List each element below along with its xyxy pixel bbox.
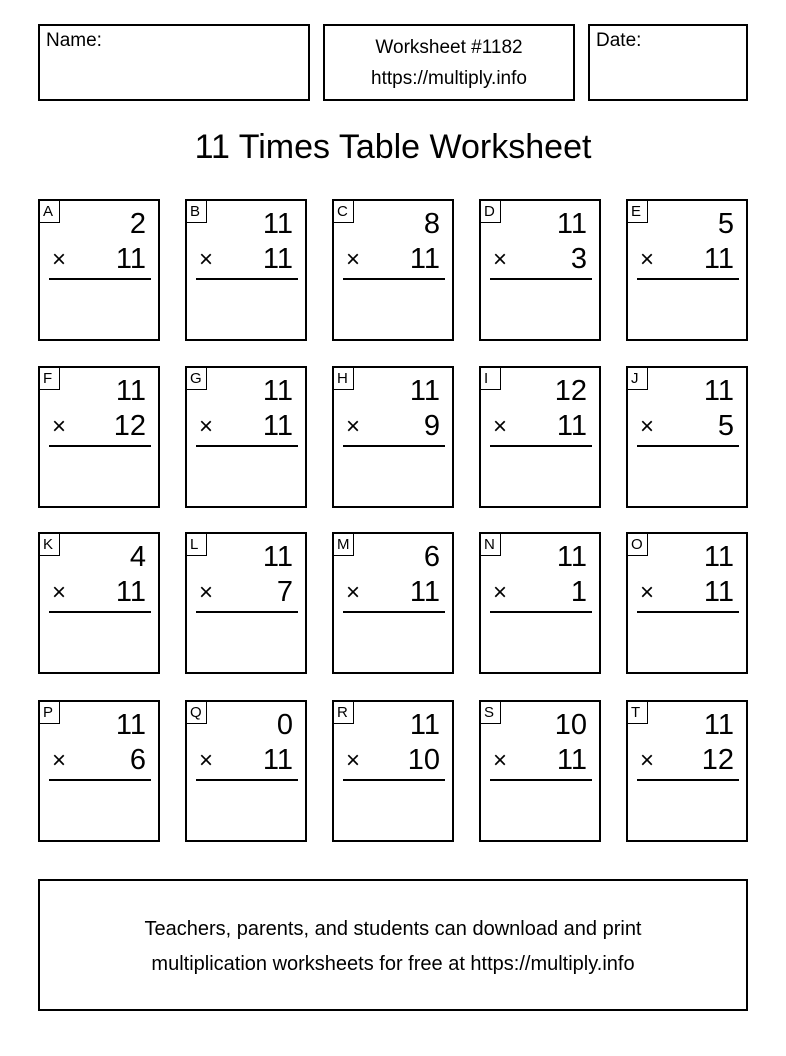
times-sign: × bbox=[199, 246, 214, 273]
times-sign: × bbox=[493, 246, 508, 273]
multiplier: 11 bbox=[262, 744, 293, 776]
answer-rule bbox=[343, 611, 445, 613]
answer-rule bbox=[343, 445, 445, 447]
answer-rule bbox=[196, 611, 298, 613]
multiplier: 9 bbox=[423, 410, 440, 442]
multiplier: 10 bbox=[407, 744, 440, 776]
answer-rule bbox=[196, 779, 298, 781]
problem-card[interactable] bbox=[626, 700, 748, 842]
answer-rule bbox=[196, 445, 298, 447]
problem-card[interactable] bbox=[38, 700, 160, 842]
problem-letter: D bbox=[481, 201, 501, 223]
problem-card[interactable] bbox=[38, 532, 160, 674]
times-sign: × bbox=[346, 747, 361, 774]
problem-card[interactable] bbox=[479, 366, 601, 508]
problem-letter: B bbox=[187, 201, 207, 223]
worksheet-number: Worksheet #1182 bbox=[375, 37, 523, 58]
multiplicand: 11 bbox=[262, 208, 293, 240]
problem-letter: H bbox=[334, 368, 354, 390]
answer-rule bbox=[637, 779, 739, 781]
times-sign: × bbox=[199, 747, 214, 774]
multiplicand: 11 bbox=[115, 709, 146, 741]
multiplier: 12 bbox=[701, 744, 734, 776]
problem-card[interactable] bbox=[479, 700, 601, 842]
answer-rule bbox=[49, 445, 151, 447]
worksheet-url[interactable]: https://multiply.info bbox=[371, 68, 527, 89]
problem-letter: L bbox=[187, 534, 207, 556]
multiplicand: 11 bbox=[703, 709, 734, 741]
multiplicand: 8 bbox=[423, 208, 440, 240]
problem-letter: M bbox=[334, 534, 354, 556]
times-sign: × bbox=[640, 246, 655, 273]
problem-letter: I bbox=[481, 368, 501, 390]
times-sign: × bbox=[346, 246, 361, 273]
footer-text bbox=[40, 912, 746, 982]
answer-rule bbox=[49, 278, 151, 280]
multiplier: 11 bbox=[409, 243, 440, 275]
footer-line-2: multiplication worksheets for free at https://multiply.info bbox=[151, 953, 635, 975]
answer-rule bbox=[49, 779, 151, 781]
multiplier: 11 bbox=[262, 410, 293, 442]
multiplier: 5 bbox=[717, 410, 734, 442]
multiplicand: 0 bbox=[276, 709, 293, 741]
problem-letter: T bbox=[628, 702, 648, 724]
answer-rule bbox=[637, 611, 739, 613]
problem-card[interactable] bbox=[626, 199, 748, 341]
answer-rule bbox=[49, 611, 151, 613]
times-sign: × bbox=[52, 747, 67, 774]
multiplicand: 11 bbox=[703, 375, 734, 407]
multiplier: 11 bbox=[556, 744, 587, 776]
problem-card[interactable] bbox=[38, 199, 160, 341]
multiplier: 11 bbox=[115, 576, 146, 608]
problem-card[interactable] bbox=[38, 366, 160, 508]
times-sign: × bbox=[346, 579, 361, 606]
multiplicand: 5 bbox=[717, 208, 734, 240]
multiplicand: 11 bbox=[115, 375, 146, 407]
problem-card[interactable] bbox=[626, 532, 748, 674]
times-sign: × bbox=[640, 413, 655, 440]
problem-card[interactable] bbox=[332, 199, 454, 341]
problem-card[interactable] bbox=[185, 700, 307, 842]
answer-rule bbox=[637, 278, 739, 280]
multiplicand: 10 bbox=[554, 709, 587, 741]
problem-letter: F bbox=[40, 368, 60, 390]
problem-card[interactable] bbox=[479, 532, 601, 674]
multiplier: 3 bbox=[570, 243, 587, 275]
multiplicand: 11 bbox=[409, 375, 440, 407]
times-sign: × bbox=[493, 579, 508, 606]
times-sign: × bbox=[52, 579, 67, 606]
multiplier: 1 bbox=[570, 576, 587, 608]
problem-letter: E bbox=[628, 201, 648, 223]
answer-rule bbox=[637, 445, 739, 447]
problem-letter: R bbox=[334, 702, 354, 724]
footer-line-1: Teachers, parents, and students can download and print bbox=[144, 918, 642, 940]
problem-card[interactable] bbox=[626, 366, 748, 508]
multiplier: 11 bbox=[409, 576, 440, 608]
multiplier: 11 bbox=[115, 243, 146, 275]
problem-letter: J bbox=[628, 368, 648, 390]
footer-box bbox=[38, 879, 748, 1011]
multiplicand: 11 bbox=[556, 541, 587, 573]
times-sign: × bbox=[640, 747, 655, 774]
name-label: Name: bbox=[46, 30, 102, 51]
page-title: 11 Times Table Worksheet bbox=[194, 128, 592, 166]
problem-letter: O bbox=[628, 534, 648, 556]
problem-card[interactable] bbox=[185, 532, 307, 674]
answer-rule bbox=[490, 278, 592, 280]
multiplicand: 11 bbox=[262, 541, 293, 573]
answer-rule bbox=[490, 611, 592, 613]
multiplicand: 4 bbox=[129, 541, 146, 573]
problem-letter: C bbox=[334, 201, 354, 223]
problem-card[interactable] bbox=[332, 700, 454, 842]
problem-letter: A bbox=[40, 201, 60, 223]
answer-rule bbox=[343, 278, 445, 280]
multiplier: 11 bbox=[556, 410, 587, 442]
times-sign: × bbox=[493, 413, 508, 440]
multiplier: 11 bbox=[703, 576, 734, 608]
times-sign: × bbox=[199, 413, 214, 440]
times-sign: × bbox=[199, 579, 214, 606]
multiplier: 7 bbox=[276, 576, 293, 608]
answer-rule bbox=[343, 779, 445, 781]
times-sign: × bbox=[346, 413, 361, 440]
problem-letter: S bbox=[481, 702, 501, 724]
date-label: Date: bbox=[596, 30, 642, 51]
multiplicand: 11 bbox=[262, 375, 293, 407]
multiplicand: 11 bbox=[703, 541, 734, 573]
times-sign: × bbox=[52, 246, 67, 273]
problem-letter: K bbox=[40, 534, 60, 556]
multiplier: 11 bbox=[262, 243, 293, 275]
multiplicand: 2 bbox=[129, 208, 146, 240]
problem-card[interactable] bbox=[185, 366, 307, 508]
problem-card[interactable] bbox=[479, 199, 601, 341]
problem-card[interactable] bbox=[332, 366, 454, 508]
times-sign: × bbox=[640, 579, 655, 606]
multiplicand: 12 bbox=[554, 375, 587, 407]
problem-card[interactable] bbox=[185, 199, 307, 341]
answer-rule bbox=[490, 779, 592, 781]
multiplier: 12 bbox=[113, 410, 146, 442]
times-sign: × bbox=[52, 413, 67, 440]
problem-letter: N bbox=[481, 534, 501, 556]
multiplicand: 11 bbox=[556, 208, 587, 240]
problem-letter: Q bbox=[187, 702, 207, 724]
problem-letter: G bbox=[187, 368, 207, 390]
problem-letter: P bbox=[40, 702, 60, 724]
multiplier: 6 bbox=[129, 744, 146, 776]
answer-rule bbox=[490, 445, 592, 447]
multiplier: 11 bbox=[703, 243, 734, 275]
problem-card[interactable] bbox=[332, 532, 454, 674]
multiplicand: 11 bbox=[409, 709, 440, 741]
times-sign: × bbox=[493, 747, 508, 774]
multiplicand: 6 bbox=[423, 541, 440, 573]
answer-rule bbox=[196, 278, 298, 280]
